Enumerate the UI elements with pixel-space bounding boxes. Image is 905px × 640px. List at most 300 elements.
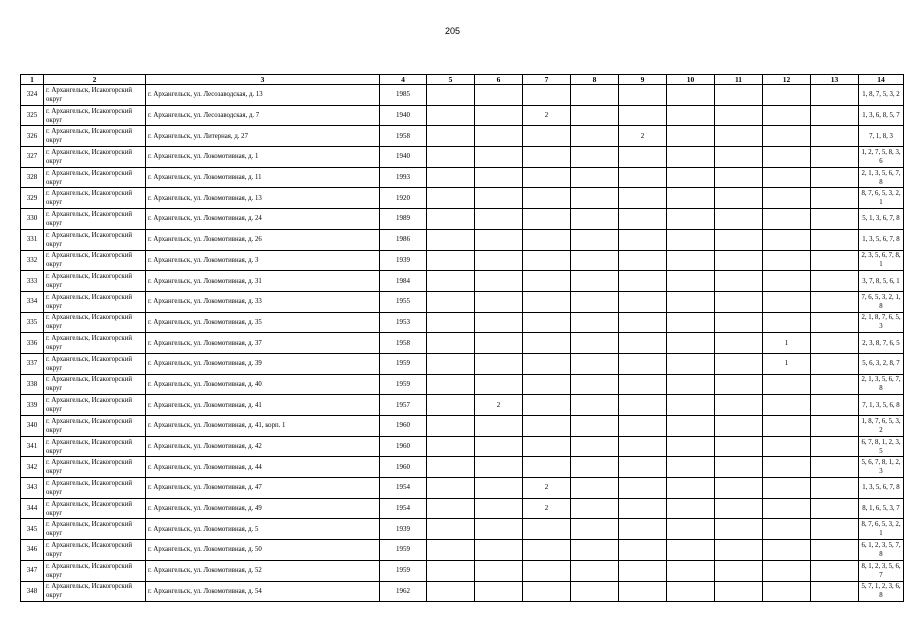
column-5-cell [427,333,475,354]
column-9-cell [619,209,667,230]
column-13-cell [811,85,859,106]
column-11-cell [715,478,763,499]
column-8-cell [571,105,619,126]
address-cell: г. Архангельск, ул. Локомотивная, д. 52 [146,560,380,581]
table-row [21,312,904,333]
column-14-cell: 8, 1, 2, 3, 5, 6, 7 [859,560,904,581]
row-number: 330 [21,209,44,230]
address-cell: г. Архангельск, ул. Локомотивная, д. 24 [146,209,380,230]
column-13-cell [811,498,859,519]
column-7-cell [523,374,571,395]
column-9-cell [619,519,667,540]
column-6-cell [475,560,523,581]
column-8-cell [571,478,619,499]
column-12-cell [763,436,811,457]
address-cell: г. Архангельск, ул. Локомотивная, д. 47 [146,478,380,499]
column-12-cell [763,250,811,271]
column-5-cell [427,250,475,271]
column-14-cell: 8, 1, 6, 5, 3, 7 [859,498,904,519]
column-5-cell [427,395,475,416]
table-row [21,478,904,499]
column-header-1: 1 [21,75,44,85]
column-10-cell [667,209,715,230]
table-row [21,353,904,374]
column-9-cell [619,291,667,312]
column-10-cell [667,85,715,106]
column-6-cell [475,436,523,457]
column-5-cell [427,312,475,333]
row-number: 346 [21,540,44,561]
column-5-cell [427,291,475,312]
column-5-cell [427,147,475,168]
address-cell: г. Архангельск, ул. Локомотивная, д. 39 [146,353,380,374]
column-5-cell [427,188,475,209]
column-14-cell: 3, 7, 8, 5, 6, 1 [859,271,904,292]
column-7-cell [523,457,571,478]
column-12-cell [763,209,811,230]
row-number: 325 [21,105,44,126]
column-8-cell [571,167,619,188]
column-9-cell [619,478,667,499]
column-11-cell [715,374,763,395]
table-row [21,498,904,519]
year-cell: 1993 [380,167,427,188]
column-11-cell [715,271,763,292]
table-row [21,581,904,602]
column-12-cell [763,291,811,312]
column-7-cell [523,560,571,581]
row-number: 336 [21,333,44,354]
district-cell: г. Архангельск, Исакогорский округ [44,271,146,292]
column-7-cell [523,250,571,271]
district-cell: г. Архангельск, Исакогорский округ [44,85,146,106]
column-header-9: 9 [619,75,667,85]
district-cell: г. Архангельск, Исакогорский округ [44,229,146,250]
column-14-cell: 2, 1, 8, 7, 6, 5, 3 [859,312,904,333]
column-11-cell [715,229,763,250]
row-number: 347 [21,560,44,581]
table-row [21,126,904,147]
column-8-cell [571,271,619,292]
column-13-cell [811,478,859,499]
column-9-cell [619,353,667,374]
column-12-cell [763,519,811,540]
column-8-cell [571,85,619,106]
district-cell: г. Архангельск, Исакогорский округ [44,126,146,147]
column-13-cell [811,457,859,478]
column-12-cell: 1 [763,333,811,354]
column-10-cell [667,560,715,581]
column-6-cell [475,333,523,354]
column-header-10: 10 [667,75,715,85]
column-6-cell [475,478,523,499]
address-cell: г. Архангельск, ул. Локомотивная, д. 40 [146,374,380,395]
column-header-4: 4 [380,75,427,85]
column-8-cell [571,188,619,209]
column-6-cell [475,416,523,437]
column-11-cell [715,209,763,230]
column-14-cell: 7, 1, 8, 3 [859,126,904,147]
row-number: 324 [21,85,44,106]
column-10-cell [667,250,715,271]
column-8-cell [571,126,619,147]
column-12-cell [763,312,811,333]
column-6-cell [475,126,523,147]
column-14-cell: 1, 2, 7, 5, 8, 3, 6 [859,147,904,168]
year-cell: 1984 [380,271,427,292]
district-cell: г. Архангельск, Исакогорский округ [44,291,146,312]
column-header-13: 13 [811,75,859,85]
row-number: 348 [21,581,44,602]
column-7-cell [523,291,571,312]
column-11-cell [715,416,763,437]
row-number: 343 [21,478,44,499]
column-8-cell [571,498,619,519]
column-7-cell [523,271,571,292]
column-9-cell [619,333,667,354]
column-5-cell [427,478,475,499]
column-10-cell [667,105,715,126]
year-cell: 1960 [380,436,427,457]
column-13-cell [811,291,859,312]
year-cell: 1960 [380,416,427,437]
column-9-cell [619,540,667,561]
year-cell: 1959 [380,560,427,581]
table-row [21,167,904,188]
table-row [21,560,904,581]
column-14-cell: 1, 3, 6, 8, 5, 7 [859,105,904,126]
column-8-cell [571,312,619,333]
column-8-cell [571,229,619,250]
column-9-cell [619,188,667,209]
district-cell: г. Архангельск, Исакогорский округ [44,353,146,374]
table-row [21,85,904,106]
year-cell: 1985 [380,85,427,106]
row-number: 335 [21,312,44,333]
column-6-cell [475,457,523,478]
column-13-cell [811,374,859,395]
address-cell: г. Архангельск, ул. Лесозаводская, д. 7 [146,105,380,126]
address-cell: г. Архангельск, ул. Локомотивная, д. 3 [146,250,380,271]
column-9-cell [619,271,667,292]
column-6-cell [475,271,523,292]
column-6-cell [475,540,523,561]
column-header-11: 11 [715,75,763,85]
column-11-cell [715,85,763,106]
row-number: 338 [21,374,44,395]
column-7-cell: 2 [523,498,571,519]
column-10-cell [667,126,715,147]
year-cell: 1986 [380,229,427,250]
column-6-cell [475,312,523,333]
table-row [21,291,904,312]
column-9-cell [619,229,667,250]
column-10-cell [667,353,715,374]
year-cell: 1958 [380,126,427,147]
column-9-cell [619,312,667,333]
address-cell: г. Архангельск, ул. Локомотивная, д. 1 [146,147,380,168]
column-9-cell [619,416,667,437]
column-header-7: 7 [523,75,571,85]
column-11-cell [715,581,763,602]
column-7-cell [523,581,571,602]
district-cell: г. Архангельск, Исакогорский округ [44,416,146,437]
district-cell: г. Архангельск, Исакогорский округ [44,147,146,168]
column-14-cell: 7, 6, 5, 3, 2, 1, 8 [859,291,904,312]
column-12-cell [763,478,811,499]
column-7-cell [523,209,571,230]
column-14-cell: 6, 1, 2, 3, 5, 7, 8 [859,540,904,561]
address-cell: г. Архангельск, ул. Локомотивная, д. 13 [146,188,380,209]
table-header-row [21,75,904,85]
column-12-cell [763,188,811,209]
column-11-cell [715,188,763,209]
column-7-cell [523,416,571,437]
column-10-cell [667,167,715,188]
column-5-cell [427,416,475,437]
column-5-cell [427,229,475,250]
column-10-cell [667,229,715,250]
table-row [21,457,904,478]
column-11-cell [715,519,763,540]
column-8-cell [571,291,619,312]
year-cell: 1954 [380,478,427,499]
column-14-cell: 8, 7, 6, 5, 3, 2, 1 [859,188,904,209]
column-11-cell [715,126,763,147]
address-cell: г. Архангельск, ул. Локомотивная, д. 11 [146,167,380,188]
column-9-cell [619,395,667,416]
column-7-cell [523,436,571,457]
column-7-cell [523,188,571,209]
row-number: 334 [21,291,44,312]
column-14-cell: 7, 1, 3, 5, 6, 8 [859,395,904,416]
address-cell: г. Архангельск, ул. Локомотивная, д. 42 [146,436,380,457]
year-cell: 1959 [380,353,427,374]
column-5-cell [427,85,475,106]
column-11-cell [715,250,763,271]
column-7-cell [523,229,571,250]
column-8-cell [571,147,619,168]
column-13-cell [811,333,859,354]
table-row [21,395,904,416]
row-number: 337 [21,353,44,374]
column-10-cell [667,188,715,209]
column-7-cell [523,333,571,354]
column-5-cell [427,353,475,374]
table-row [21,540,904,561]
column-6-cell [475,147,523,168]
year-cell: 1954 [380,498,427,519]
row-number: 326 [21,126,44,147]
row-number: 333 [21,271,44,292]
column-8-cell [571,581,619,602]
column-12-cell: 1 [763,353,811,374]
column-10-cell [667,478,715,499]
column-13-cell [811,250,859,271]
district-cell: г. Архангельск, Исакогорский округ [44,540,146,561]
column-11-cell [715,436,763,457]
column-header-3: 3 [146,75,380,85]
column-10-cell [667,271,715,292]
year-cell: 1939 [380,519,427,540]
column-13-cell [811,436,859,457]
column-8-cell [571,209,619,230]
column-9-cell [619,167,667,188]
district-cell: г. Архангельск, Исакогорский округ [44,519,146,540]
district-cell: г. Архангельск, Исакогорский округ [44,167,146,188]
column-5-cell [427,126,475,147]
table-row [21,209,904,230]
year-cell: 1939 [380,250,427,271]
column-11-cell [715,333,763,354]
column-14-cell: 5, 6, 3, 2, 8, 7 [859,353,904,374]
column-10-cell [667,519,715,540]
column-5-cell [427,540,475,561]
column-6-cell: 2 [475,395,523,416]
column-13-cell [811,353,859,374]
year-cell: 1920 [380,188,427,209]
table-row [21,229,904,250]
column-8-cell [571,250,619,271]
row-number: 339 [21,395,44,416]
column-7-cell [523,353,571,374]
column-7-cell: 2 [523,105,571,126]
column-14-cell: 2, 3, 5, 6, 7, 8, 1 [859,250,904,271]
address-cell: г. Архангельск, ул. Локомотивная, д. 50 [146,540,380,561]
address-cell: г. Архангельск, ул. Локомотивная, д. 37 [146,333,380,354]
table-row [21,416,904,437]
column-12-cell [763,457,811,478]
column-13-cell [811,312,859,333]
row-number: 344 [21,498,44,519]
year-cell: 1960 [380,457,427,478]
table-row [21,188,904,209]
column-8-cell [571,353,619,374]
column-12-cell [763,105,811,126]
table-row [21,333,904,354]
column-13-cell [811,188,859,209]
table-row [21,436,904,457]
district-cell: г. Архангельск, Исакогорский округ [44,457,146,478]
column-7-cell [523,126,571,147]
column-10-cell [667,291,715,312]
column-11-cell [715,167,763,188]
district-cell: г. Архангельск, Исакогорский округ [44,374,146,395]
column-7-cell [523,147,571,168]
column-7-cell [523,540,571,561]
column-7-cell [523,167,571,188]
table-row [21,271,904,292]
column-13-cell [811,560,859,581]
year-cell: 1940 [380,147,427,168]
column-9-cell [619,560,667,581]
district-cell: г. Архангельск, Исакогорский округ [44,498,146,519]
column-13-cell [811,229,859,250]
row-number: 341 [21,436,44,457]
row-number: 332 [21,250,44,271]
column-14-cell: 5, 1, 3, 6, 7, 8 [859,209,904,230]
column-5-cell [427,271,475,292]
column-14-cell: 5, 6, 7, 8, 1, 2, 3 [859,457,904,478]
column-12-cell [763,271,811,292]
column-12-cell [763,374,811,395]
column-9-cell [619,85,667,106]
year-cell: 1989 [380,209,427,230]
column-6-cell [475,209,523,230]
column-11-cell [715,540,763,561]
column-12-cell [763,498,811,519]
column-5-cell [427,457,475,478]
column-5-cell [427,560,475,581]
column-9-cell [619,436,667,457]
column-10-cell [667,436,715,457]
column-6-cell [475,519,523,540]
column-6-cell [475,353,523,374]
column-7-cell [523,519,571,540]
column-6-cell [475,581,523,602]
column-12-cell [763,167,811,188]
column-header-5: 5 [427,75,475,85]
address-cell: г. Архангельск, ул. Лесозаводская, д. 13 [146,85,380,106]
column-13-cell [811,581,859,602]
column-11-cell [715,498,763,519]
address-cell: г. Архангельск, ул. Локомотивная, д. 41, корп. 1 [146,416,380,437]
column-9-cell [619,105,667,126]
column-12-cell [763,229,811,250]
column-9-cell [619,147,667,168]
column-12-cell [763,147,811,168]
table-row [21,147,904,168]
column-12-cell [763,581,811,602]
column-5-cell [427,167,475,188]
column-14-cell: 2, 3, 8, 7, 6, 5 [859,333,904,354]
district-cell: г. Архангельск, Исакогорский округ [44,312,146,333]
row-number: 340 [21,416,44,437]
row-number: 331 [21,229,44,250]
column-8-cell [571,457,619,478]
column-13-cell [811,105,859,126]
column-14-cell: 1, 3, 5, 6, 7, 8 [859,478,904,499]
column-10-cell [667,395,715,416]
district-cell: г. Архангельск, Исакогорский округ [44,333,146,354]
address-cell: г. Архангельск, ул. Локомотивная, д. 26 [146,229,380,250]
column-11-cell [715,457,763,478]
column-7-cell: 2 [523,478,571,499]
column-13-cell [811,540,859,561]
column-5-cell [427,581,475,602]
year-cell: 1959 [380,374,427,395]
column-10-cell [667,147,715,168]
year-cell: 1962 [380,581,427,602]
column-12-cell [763,540,811,561]
district-cell: г. Архангельск, Исакогорский округ [44,250,146,271]
column-14-cell: 1, 3, 5, 6, 7, 8 [859,229,904,250]
column-14-cell: 1, 8, 7, 6, 5, 3, 2 [859,416,904,437]
district-cell: г. Архангельск, Исакогорский округ [44,105,146,126]
column-12-cell [763,395,811,416]
column-11-cell [715,560,763,581]
column-14-cell: 5, 7, 1, 2, 3, 6, 8 [859,581,904,602]
column-header-8: 8 [571,75,619,85]
address-cell: г. Архангельск, ул. Локомотивная, д. 54 [146,581,380,602]
district-cell: г. Архангельск, Исакогорский округ [44,581,146,602]
column-12-cell [763,416,811,437]
column-13-cell [811,147,859,168]
year-cell: 1957 [380,395,427,416]
district-cell: г. Архангельск, Исакогорский округ [44,188,146,209]
column-6-cell [475,291,523,312]
column-11-cell [715,312,763,333]
